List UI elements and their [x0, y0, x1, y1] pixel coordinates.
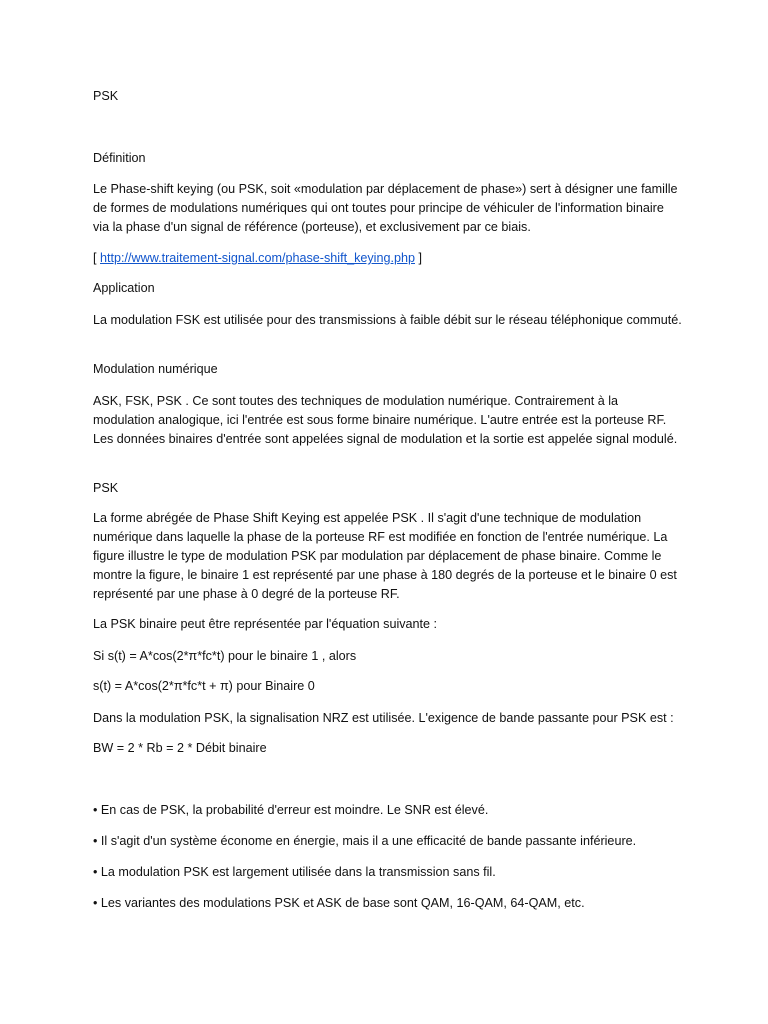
bullet-item: • La modulation PSK est largement utilisée dans la transmission sans fil.	[93, 865, 496, 879]
page-title: PSK	[93, 89, 119, 103]
psk-heading: PSK	[93, 481, 119, 495]
equation-binary-0: s(t) = A*cos(2*π*fc*t + π) pour Binaire 0	[93, 679, 315, 693]
modulation-numerique-heading: Modulation numérique	[93, 362, 218, 376]
application-paragraph: La modulation FSK est utilisée pour des transmissions à faible débit sur le réseau téléphonique commuté.	[93, 313, 682, 327]
nrz-paragraph: Dans la modulation PSK, la signalisation NRZ est utilisée. L'exigence de bande passante pour PSK est :	[93, 711, 674, 725]
bullet-item: • Les variantes des modulations PSK et ASK de base sont QAM, 16-QAM, 64-QAM, etc.	[93, 896, 585, 910]
reference-open-bracket: [	[93, 251, 100, 265]
reference-line	[93, 249, 683, 268]
bullet-item: • En cas de PSK, la probabilité d'erreur est moindre. Le SNR est élevé.	[93, 803, 489, 817]
equation-binary-1: Si s(t) = A*cos(2*π*fc*t) pour le binaire 1 , alors	[93, 649, 357, 663]
bandwidth-formula: BW = 2 * Rb = 2 * Débit binaire	[93, 741, 267, 755]
reference-link[interactable]: http://www.traitement-signal.com/phase-shift_keying.php	[100, 251, 415, 265]
application-heading: Application	[93, 281, 155, 295]
definition-heading: Définition	[93, 151, 146, 165]
psk-paragraph: La forme abrégée de Phase Shift Keying est appelée PSK . Il s'agit d'une technique de modulation numérique dans laquelle la phase de la porteuse RF est modifiée en fonction de l'entrée numérique. La figure illustre le type de modulation PSK par modulation par déplacement de phase binaire. Comme le montre la figure, le binaire 1 est représenté par une phase à 180 degrés de la porteuse et le binaire 0 est représenté par une phase à 0 degré de la porteuse RF.	[93, 511, 677, 601]
reference-close-bracket: ]	[415, 251, 422, 265]
equation-intro: La PSK binaire peut être représentée par l'équation suivante :	[93, 617, 438, 631]
bullet-item: • Il s'agit d'un système économe en énergie, mais il a une efficacité de bande passante inférieure.	[93, 834, 637, 848]
modulation-numerique-paragraph: ASK, FSK, PSK . Ce sont toutes des techniques de modulation numérique. Contrairement à la modulation analogique, ici l'entrée est sous forme binaire numérique. L'autre entrée est la porteuse RF. Les données binaires d'entrée sont appelées signal de modulation et la sortie est appelée signal modulé.	[93, 394, 678, 446]
definition-paragraph: Le Phase-shift keying (ou PSK, soit «modulation par déplacement de phase») sert à désigner une famille de formes de modulations numériques qui ont toutes pour principe de véhiculer de l'information binaire via la phase d'un signal de référence (porteuse), et exclusivement par ce biais.	[93, 182, 678, 234]
